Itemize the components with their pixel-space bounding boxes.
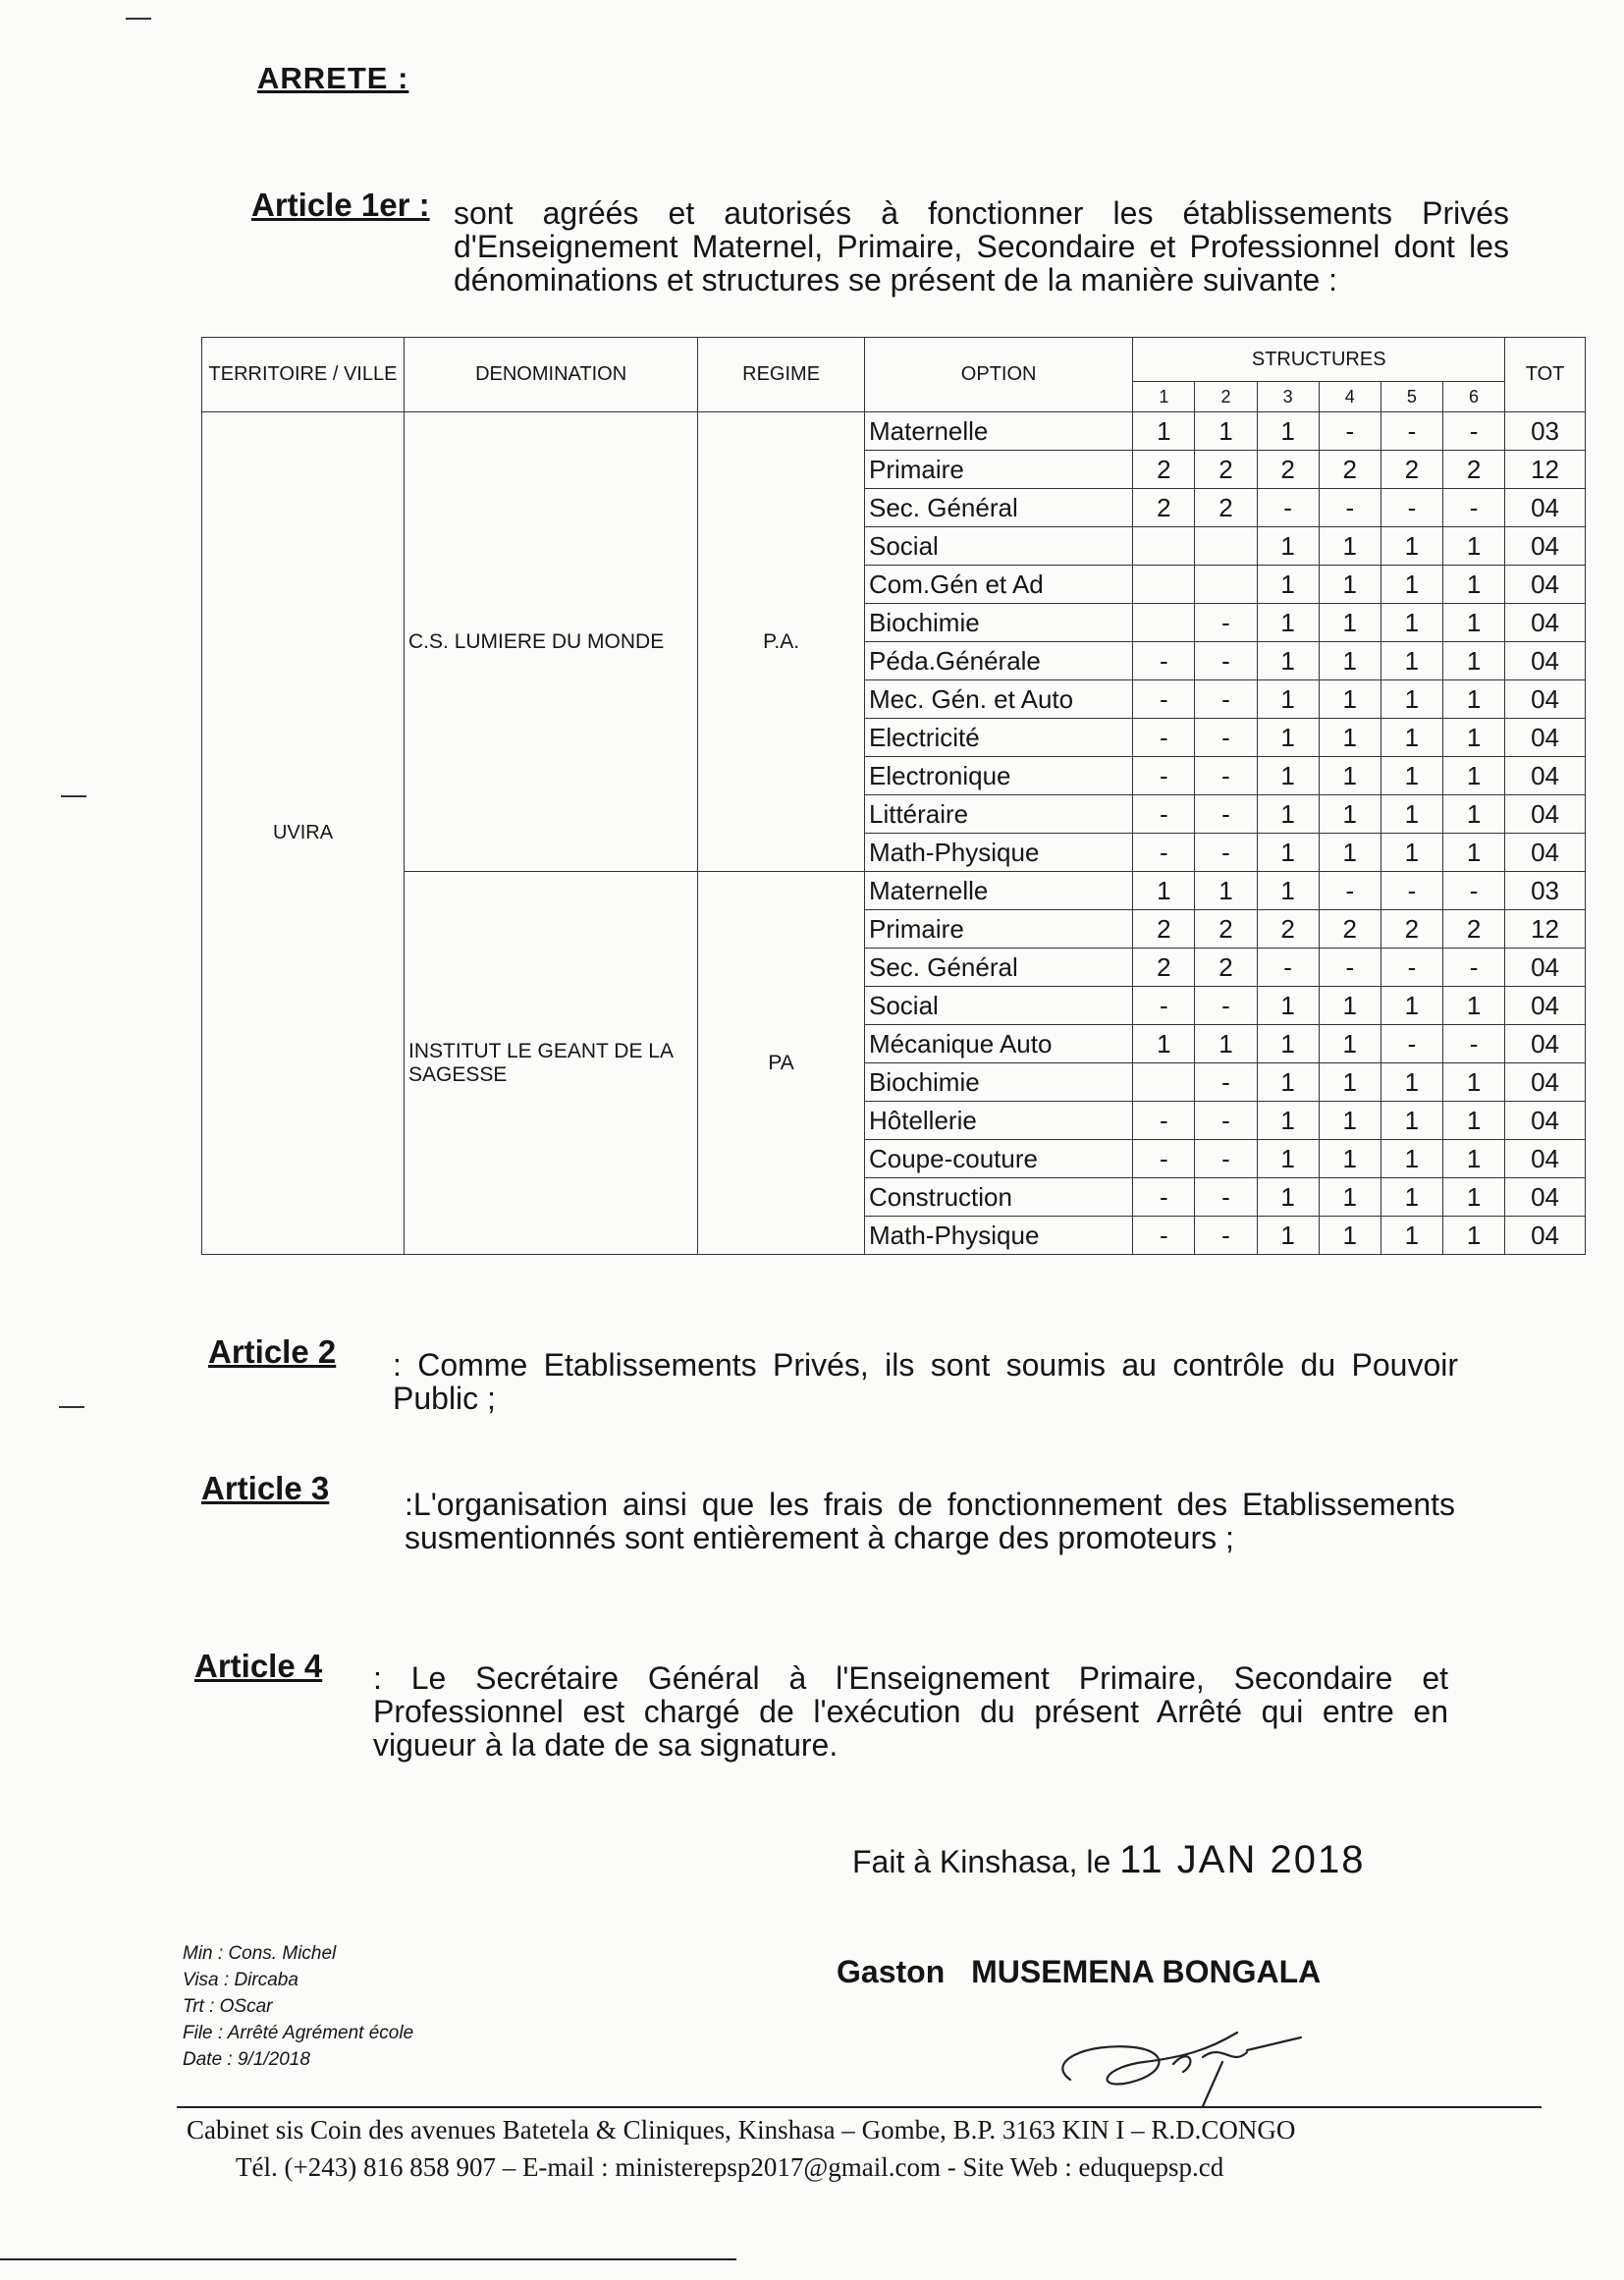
total-cell: 12: [1505, 910, 1586, 949]
structure-cell-4: -: [1319, 412, 1380, 451]
structure-cell-6: 2: [1442, 910, 1504, 949]
header-s6: 6: [1442, 382, 1504, 412]
structure-cell-5: 1: [1380, 1178, 1442, 1217]
structure-cell-4: 1: [1319, 527, 1380, 566]
structure-cell-5: 2: [1380, 451, 1442, 489]
structure-cell-6: 1: [1442, 757, 1504, 795]
header-territoire: TERRITOIRE / VILLE: [202, 338, 405, 412]
structure-cell-2: -: [1195, 757, 1257, 795]
structure-cell-5: 1: [1380, 604, 1442, 642]
total-cell: 04: [1505, 527, 1586, 566]
option-cell: Biochimie: [864, 604, 1132, 642]
denomination-cell: INSTITUT LE GEANT DE LA SAGESSE: [405, 872, 698, 1255]
territoire-cell: UVIRA: [202, 412, 405, 1255]
structure-cell-3: 2: [1257, 910, 1319, 949]
total-cell: 12: [1505, 451, 1586, 489]
meta-date: Date : 9/1/2018: [183, 2049, 310, 2070]
structure-cell-2: -: [1195, 1063, 1257, 1102]
option-cell: Sec. Général: [864, 489, 1132, 527]
scan-mark: [59, 1406, 84, 1408]
structure-cell-2: 1: [1195, 412, 1257, 451]
structure-cell-6: 1: [1442, 1063, 1504, 1102]
structure-cell-1: [1133, 604, 1195, 642]
structure-cell-4: 1: [1319, 1102, 1380, 1140]
structure-cell-6: 1: [1442, 604, 1504, 642]
structure-cell-1: -: [1133, 680, 1195, 719]
meta-visa: Visa : Dircaba: [183, 1970, 298, 1990]
structure-cell-5: 1: [1380, 1063, 1442, 1102]
header-regime: REGIME: [698, 338, 865, 412]
structure-cell-3: 1: [1257, 1063, 1319, 1102]
structure-cell-6: 1: [1442, 834, 1504, 872]
structure-cell-5: -: [1380, 412, 1442, 451]
article-3-text: :L'organisation ainsi que les frais de fonctionnement des Etablissements susmentionnés sont entièrement à charge des promoteurs ;: [405, 1487, 1455, 1555]
meta-file: File : Arrêté Agrément école: [183, 2023, 414, 2043]
structure-cell-2: 1: [1195, 872, 1257, 910]
structure-cell-3: 1: [1257, 527, 1319, 566]
regime-cell: P.A.: [698, 412, 865, 872]
article-1-text: sont agréés et autorisés à fonctionner les établissements Privés d'Enseignement Maternel, Primaire, Secondaire et Professionnel dont les dénominations et structures se présent de la manière suivante :: [454, 195, 1509, 298]
article-4-label: Article 4: [194, 1648, 323, 1684]
option-cell: Math-Physique: [864, 1217, 1132, 1255]
structure-cell-2: -: [1195, 1140, 1257, 1178]
structure-cell-1: -: [1133, 795, 1195, 834]
structure-cell-5: -: [1380, 872, 1442, 910]
signatory-last-name: MUSEMENA BONGALA: [971, 1954, 1322, 1989]
structure-cell-4: 1: [1319, 1178, 1380, 1217]
structure-cell-1: -: [1133, 642, 1195, 680]
structure-cell-3: 1: [1257, 412, 1319, 451]
structure-cell-2: [1195, 527, 1257, 566]
footer: [187, 2111, 1295, 2186]
structure-cell-4: 1: [1319, 642, 1380, 680]
structure-cell-3: 1: [1257, 987, 1319, 1025]
total-cell: 04: [1505, 1025, 1586, 1063]
structure-cell-1: 1: [1133, 412, 1195, 451]
structures-table: [201, 337, 1586, 1255]
structure-cell-6: 1: [1442, 719, 1504, 757]
option-cell: Biochimie: [864, 1063, 1132, 1102]
page-heading: ARRETE :: [257, 61, 409, 95]
total-cell: 04: [1505, 1102, 1586, 1140]
structure-cell-3: 1: [1257, 1025, 1319, 1063]
total-cell: 04: [1505, 719, 1586, 757]
structure-cell-2: -: [1195, 680, 1257, 719]
structure-cell-1: 1: [1133, 872, 1195, 910]
structure-cell-4: 1: [1319, 566, 1380, 604]
structure-cell-2: -: [1195, 642, 1257, 680]
option-cell: Péda.Générale: [864, 642, 1132, 680]
structure-cell-2: -: [1195, 1217, 1257, 1255]
structure-cell-2: -: [1195, 795, 1257, 834]
structure-cell-3: 1: [1257, 604, 1319, 642]
footer-divider: [177, 2106, 1542, 2108]
structure-cell-1: 1: [1133, 1025, 1195, 1063]
structure-cell-2: -: [1195, 1102, 1257, 1140]
structure-cell-4: 1: [1319, 1217, 1380, 1255]
structure-cell-2: 1: [1195, 1025, 1257, 1063]
article-1-label: Article 1er :: [251, 187, 430, 223]
total-cell: 04: [1505, 1217, 1586, 1255]
structure-cell-6: 1: [1442, 987, 1504, 1025]
option-cell: Social: [864, 527, 1132, 566]
place-date: [852, 1838, 1365, 1882]
structure-cell-1: -: [1133, 1102, 1195, 1140]
structure-cell-5: 1: [1380, 795, 1442, 834]
structure-cell-6: 1: [1442, 680, 1504, 719]
option-cell: Primaire: [864, 910, 1132, 949]
header-s3: 3: [1257, 382, 1319, 412]
structure-cell-4: 1: [1319, 757, 1380, 795]
structure-cell-4: -: [1319, 872, 1380, 910]
option-cell: Hôtellerie: [864, 1102, 1132, 1140]
structure-cell-4: -: [1319, 489, 1380, 527]
structure-cell-6: 1: [1442, 1140, 1504, 1178]
structure-cell-3: 1: [1257, 566, 1319, 604]
structure-cell-6: 1: [1442, 566, 1504, 604]
header-denomination: DENOMINATION: [405, 338, 698, 412]
meta-min: Min : Cons. Michel: [183, 1943, 337, 1964]
structure-cell-1: [1133, 527, 1195, 566]
structure-cell-1: -: [1133, 1178, 1195, 1217]
total-cell: 04: [1505, 489, 1586, 527]
scan-mark: [126, 18, 151, 20]
option-cell: Primaire: [864, 451, 1132, 489]
structure-cell-3: 1: [1257, 719, 1319, 757]
structure-cell-3: 1: [1257, 795, 1319, 834]
structure-cell-1: [1133, 1063, 1195, 1102]
structure-cell-2: -: [1195, 987, 1257, 1025]
structure-cell-2: -: [1195, 604, 1257, 642]
option-cell: Com.Gén et Ad: [864, 566, 1132, 604]
total-cell: 04: [1505, 566, 1586, 604]
structure-cell-6: 1: [1442, 1217, 1504, 1255]
structure-cell-4: 1: [1319, 1063, 1380, 1102]
structure-cell-6: -: [1442, 949, 1504, 987]
structure-cell-3: 1: [1257, 757, 1319, 795]
structure-cell-4: 1: [1319, 719, 1380, 757]
structure-cell-3: 1: [1257, 834, 1319, 872]
structure-cell-5: 1: [1380, 680, 1442, 719]
footer-address: Cabinet sis Coin des avenues Batetela & Cliniques, Kinshasa – Gombe, B.P. 3163 KIN I – R.D.CONGO: [187, 2115, 1296, 2144]
structure-cell-4: 1: [1319, 680, 1380, 719]
structure-cell-4: 1: [1319, 987, 1380, 1025]
structure-cell-6: 1: [1442, 1178, 1504, 1217]
structure-cell-2: 2: [1195, 451, 1257, 489]
structure-cell-1: -: [1133, 757, 1195, 795]
structure-cell-3: 1: [1257, 872, 1319, 910]
total-cell: 04: [1505, 949, 1586, 987]
header-s5: 5: [1380, 382, 1442, 412]
structure-cell-1: 2: [1133, 489, 1195, 527]
signatory-name: [837, 1954, 1321, 1990]
table-header-row: [202, 338, 1586, 382]
structure-cell-3: 1: [1257, 1217, 1319, 1255]
option-cell: Mec. Gén. et Auto: [864, 680, 1132, 719]
structure-cell-4: 1: [1319, 795, 1380, 834]
structure-cell-2: -: [1195, 834, 1257, 872]
total-cell: 04: [1505, 834, 1586, 872]
structure-cell-6: -: [1442, 872, 1504, 910]
structure-cell-1: -: [1133, 1217, 1195, 1255]
header-s1: 1: [1133, 382, 1195, 412]
structure-cell-1: -: [1133, 719, 1195, 757]
meta-trt: Trt : OScar: [183, 1996, 273, 2017]
structure-cell-2: 2: [1195, 910, 1257, 949]
structure-cell-6: -: [1442, 489, 1504, 527]
structure-cell-4: -: [1319, 949, 1380, 987]
structure-cell-3: -: [1257, 949, 1319, 987]
option-cell: Mécanique Auto: [864, 1025, 1132, 1063]
structure-cell-1: -: [1133, 1140, 1195, 1178]
total-cell: 04: [1505, 1178, 1586, 1217]
table-body: [202, 412, 1586, 1255]
structure-cell-5: 1: [1380, 987, 1442, 1025]
structure-cell-1: 2: [1133, 949, 1195, 987]
article-3-label: Article 3: [201, 1470, 330, 1506]
structure-cell-2: 2: [1195, 489, 1257, 527]
structure-cell-5: -: [1380, 489, 1442, 527]
option-cell: Coupe-couture: [864, 1140, 1132, 1178]
structure-cell-6: 2: [1442, 451, 1504, 489]
structure-cell-6: -: [1442, 412, 1504, 451]
structure-cell-2: 2: [1195, 949, 1257, 987]
structure-cell-4: 2: [1319, 910, 1380, 949]
structure-cell-1: 2: [1133, 451, 1195, 489]
structure-cell-6: 1: [1442, 527, 1504, 566]
denomination-cell: C.S. LUMIERE DU MONDE: [405, 412, 698, 872]
header-option: OPTION: [864, 338, 1132, 412]
document-metadata: [183, 1940, 413, 2073]
structure-cell-5: 1: [1380, 1217, 1442, 1255]
total-cell: 04: [1505, 1140, 1586, 1178]
structure-cell-5: 1: [1380, 527, 1442, 566]
total-cell: 04: [1505, 642, 1586, 680]
total-cell: 03: [1505, 872, 1586, 910]
structure-cell-3: 1: [1257, 1140, 1319, 1178]
header-tot: TOT: [1505, 338, 1586, 412]
structure-cell-5: -: [1380, 1025, 1442, 1063]
structure-cell-4: 1: [1319, 1025, 1380, 1063]
option-cell: Construction: [864, 1178, 1132, 1217]
structure-cell-5: 1: [1380, 834, 1442, 872]
structure-cell-3: 1: [1257, 1102, 1319, 1140]
structure-cell-1: 2: [1133, 910, 1195, 949]
structure-cell-6: 1: [1442, 795, 1504, 834]
structure-cell-5: 1: [1380, 566, 1442, 604]
article-2-text: : Comme Etablissements Privés, ils sont soumis au contrôle du Pouvoir Public ;: [393, 1347, 1458, 1416]
total-cell: 04: [1505, 680, 1586, 719]
structure-cell-5: 1: [1380, 642, 1442, 680]
handwritten-signature: [1026, 2003, 1350, 2111]
structure-cell-5: 1: [1380, 1102, 1442, 1140]
structure-cell-1: -: [1133, 834, 1195, 872]
signature-date: 11 JAN 2018: [1119, 1838, 1366, 1881]
structure-cell-3: 1: [1257, 1178, 1319, 1217]
structure-cell-5: 1: [1380, 1140, 1442, 1178]
structure-cell-3: -: [1257, 489, 1319, 527]
place-text: Fait à Kinshasa, le: [852, 1844, 1111, 1879]
structure-cell-4: 1: [1319, 1140, 1380, 1178]
bottom-divider: [0, 2258, 736, 2260]
footer-contact: Tél. (+243) 816 858 907 – E-mail : ministerepsp2017@gmail.com - Site Web : eduquepsp.cd: [236, 2152, 1224, 2182]
structure-cell-6: 1: [1442, 1102, 1504, 1140]
structure-cell-5: 2: [1380, 910, 1442, 949]
structure-cell-1: -: [1133, 987, 1195, 1025]
option-cell: Electronique: [864, 757, 1132, 795]
structure-cell-5: 1: [1380, 757, 1442, 795]
structure-cell-4: 1: [1319, 604, 1380, 642]
total-cell: 04: [1505, 987, 1586, 1025]
structure-cell-1: [1133, 566, 1195, 604]
structure-cell-5: 1: [1380, 719, 1442, 757]
article-4-text: : Le Secrétaire Général à l'Enseignement Primaire, Secondaire et Professionnel est chargé de l'exécution du présent Arrêté qui entre en vigueur à la date de sa signature.: [373, 1660, 1448, 1763]
structure-cell-2: -: [1195, 1178, 1257, 1217]
scan-mark: [61, 795, 86, 797]
total-cell: 04: [1505, 1063, 1586, 1102]
option-cell: Maternelle: [864, 412, 1132, 451]
total-cell: 04: [1505, 604, 1586, 642]
header-s2: 2: [1195, 382, 1257, 412]
structure-cell-2: -: [1195, 719, 1257, 757]
structure-cell-3: 2: [1257, 451, 1319, 489]
table-row: [202, 412, 1586, 451]
option-cell: Littéraire: [864, 795, 1132, 834]
structure-cell-6: 1: [1442, 642, 1504, 680]
structure-cell-3: 1: [1257, 642, 1319, 680]
option-cell: Maternelle: [864, 872, 1132, 910]
structure-cell-5: -: [1380, 949, 1442, 987]
table-row: [202, 872, 1586, 910]
signatory-first-name: Gaston: [837, 1954, 946, 1989]
structure-cell-4: 2: [1319, 451, 1380, 489]
option-cell: Sec. Général: [864, 949, 1132, 987]
header-structures: STRUCTURES: [1133, 338, 1505, 382]
regime-cell: PA: [698, 872, 865, 1255]
structure-cell-4: 1: [1319, 834, 1380, 872]
structure-cell-3: 1: [1257, 680, 1319, 719]
option-cell: Electricité: [864, 719, 1132, 757]
article-2-label: Article 2: [208, 1333, 337, 1370]
structure-cell-2: [1195, 566, 1257, 604]
header-s4: 4: [1319, 382, 1380, 412]
total-cell: 03: [1505, 412, 1586, 451]
total-cell: 04: [1505, 757, 1586, 795]
total-cell: 04: [1505, 795, 1586, 834]
option-cell: Math-Physique: [864, 834, 1132, 872]
option-cell: Social: [864, 987, 1132, 1025]
structure-cell-6: -: [1442, 1025, 1504, 1063]
